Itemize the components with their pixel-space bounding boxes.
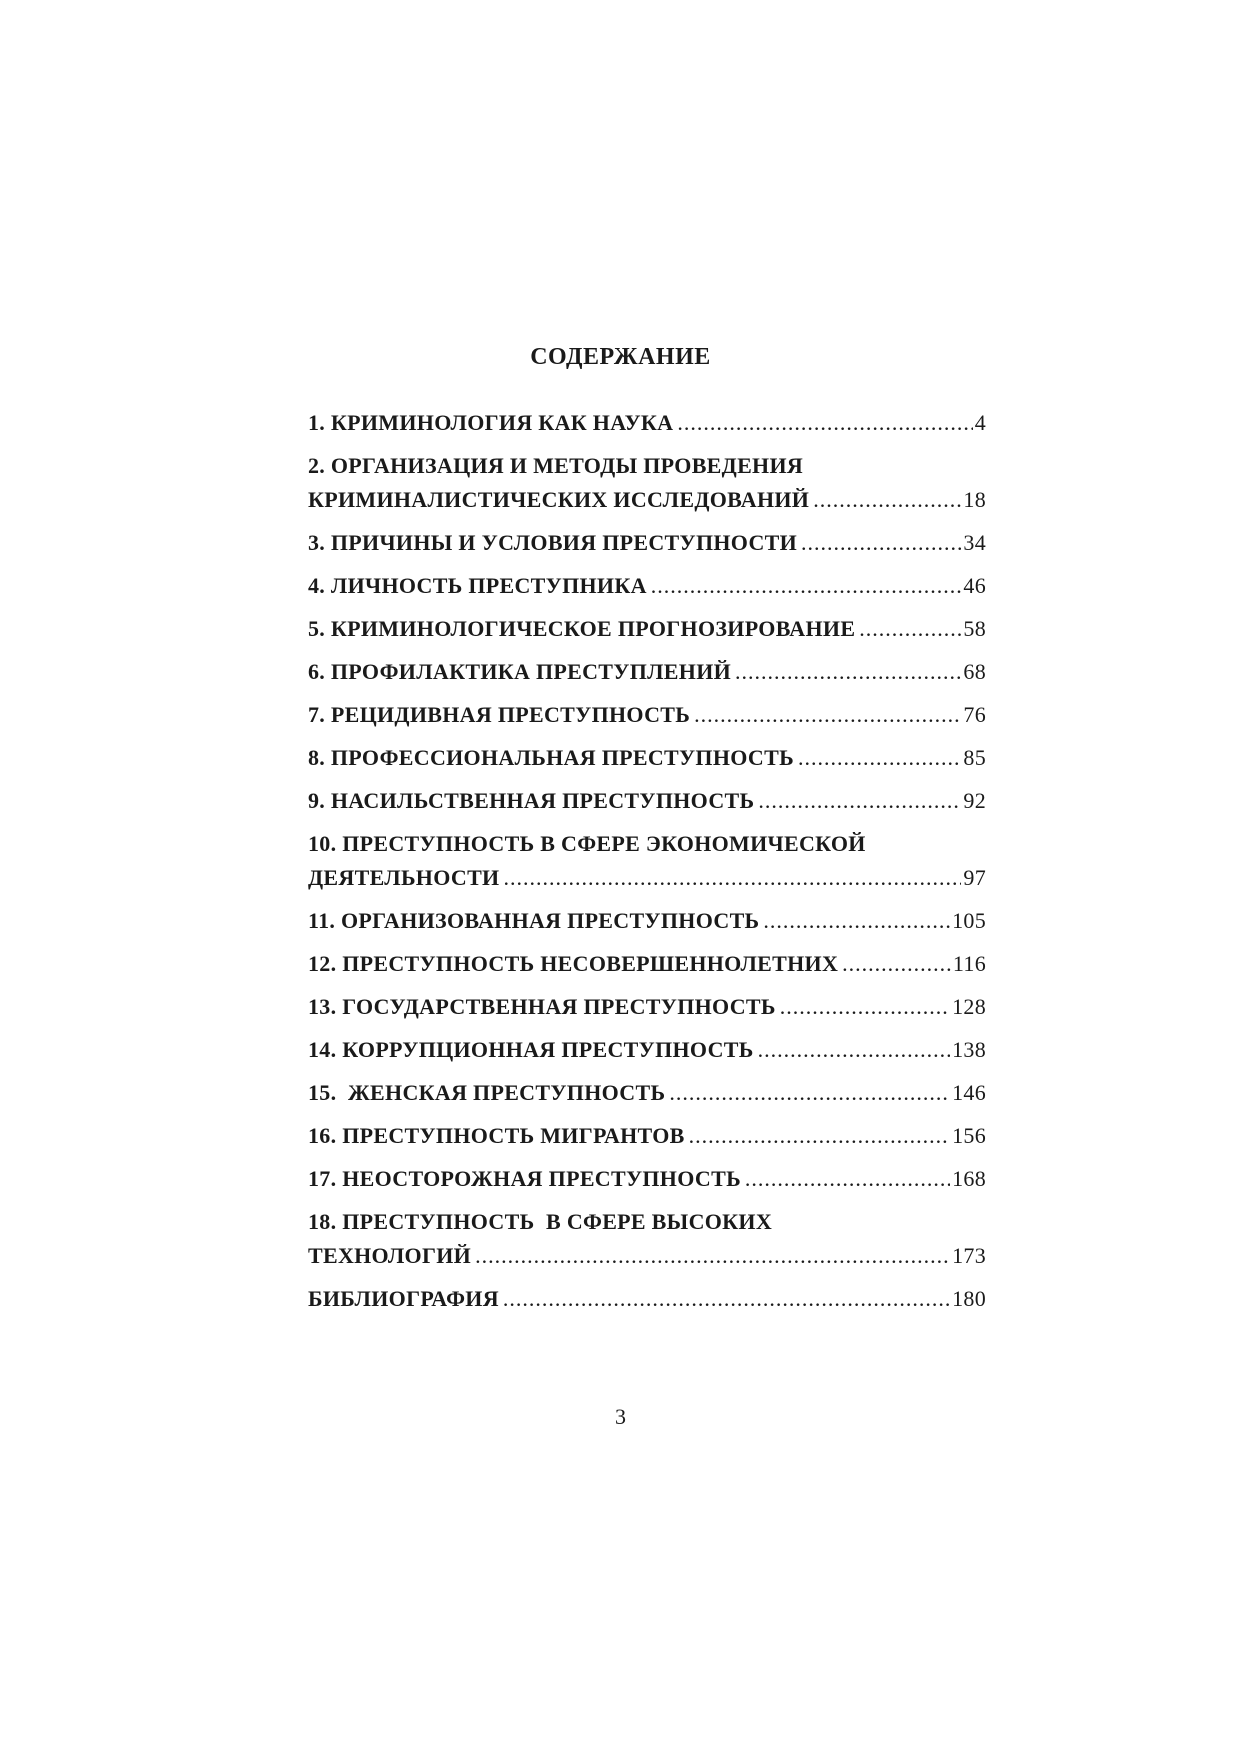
toc-entry-12[interactable] — [308, 947, 986, 981]
toc-entry-10[interactable] — [308, 827, 986, 895]
dot-leader — [677, 406, 972, 440]
toc-entry-page: 92 — [963, 788, 986, 813]
toc-entry-label: 6. ПРОФИЛАКТИКА ПРЕСТУПЛЕНИЙ — [308, 659, 732, 684]
dot-leader — [735, 655, 961, 689]
toc-entry-label: 1. КРИМИНОЛОГИЯ КАК НАУКА — [308, 410, 674, 435]
toc-entry-label-line1: 18. ПРЕСТУПНОСТЬ В СФЕРЕ ВЫСОКИХ — [308, 1209, 773, 1234]
toc-entry-15[interactable] — [308, 1076, 986, 1110]
toc-entry-label: ТЕХНОЛОГИЙ — [308, 1243, 472, 1268]
dot-leader — [763, 904, 950, 938]
dot-leader — [503, 1282, 950, 1316]
toc-entry-page: 116 — [952, 951, 986, 976]
toc-entry-14[interactable] — [308, 1033, 986, 1067]
toc-entry-label: 11. ОРГАНИЗОВАННАЯ ПРЕСТУПНОСТЬ — [308, 908, 760, 933]
dot-leader — [758, 1033, 951, 1067]
toc-entry-6[interactable] — [308, 655, 986, 689]
toc-entry-13[interactable] — [308, 990, 986, 1024]
table-of-contents — [308, 406, 986, 1325]
toc-entry-3[interactable] — [308, 526, 986, 560]
toc-entry-18[interactable] — [308, 1205, 986, 1273]
toc-entry-page: 168 — [952, 1166, 986, 1191]
dot-leader — [813, 483, 961, 517]
toc-entry-page: 156 — [952, 1123, 986, 1148]
dot-leader — [694, 698, 961, 732]
toc-entry-label: 8. ПРОФЕССИОНАЛЬНАЯ ПРЕСТУПНОСТЬ — [308, 745, 794, 770]
toc-entry-2[interactable] — [308, 449, 986, 517]
toc-entry-label: 12. ПРЕСТУПНОСТЬ НЕСОВЕРШЕННОЛЕТНИХ — [308, 951, 839, 976]
toc-entry-label: КРИМИНАЛИСТИЧЕСКИХ ИССЛЕДОВАНИЙ — [308, 487, 810, 512]
toc-entry-page: 105 — [952, 908, 986, 933]
toc-entry-page: 34 — [963, 530, 986, 555]
dot-leader — [651, 569, 962, 603]
toc-entry-4[interactable] — [308, 569, 986, 603]
toc-entry-label: БИБЛИОГРАФИЯ — [308, 1286, 499, 1311]
toc-entry-page: 4 — [974, 410, 986, 435]
toc-entry-page: 180 — [952, 1286, 986, 1311]
toc-entry-label: 4. ЛИЧНОСТЬ ПРЕСТУПНИКА — [308, 573, 647, 598]
toc-entry-page: 68 — [963, 659, 986, 684]
toc-entry-9[interactable] — [308, 784, 986, 818]
toc-entry-label: 15. ЖЕНСКАЯ ПРЕСТУПНОСТЬ — [308, 1080, 666, 1105]
toc-entry-label: 3. ПРИЧИНЫ И УСЛОВИЯ ПРЕСТУПНОСТИ — [308, 530, 798, 555]
toc-entry-7[interactable] — [308, 698, 986, 732]
toc-entry-label: 5. КРИМИНОЛОГИЧЕСКОЕ ПРОГНОЗИРОВАНИЕ — [308, 616, 856, 641]
dot-leader — [798, 741, 961, 775]
dot-leader — [475, 1239, 950, 1273]
toc-entry-16[interactable] — [308, 1119, 986, 1153]
toc-entry-page: 128 — [952, 994, 986, 1019]
dot-leader — [859, 612, 961, 646]
dot-leader — [780, 990, 950, 1024]
page-number: 3 — [615, 1404, 626, 1429]
toc-entry-page: 146 — [952, 1080, 986, 1105]
dot-leader — [669, 1076, 950, 1110]
toc-entry-page: 76 — [963, 702, 986, 727]
toc-entry-5[interactable] — [308, 612, 986, 646]
toc-entry-page: 46 — [963, 573, 986, 598]
toc-entry-label-line1: 10. ПРЕСТУПНОСТЬ В СФЕРЕ ЭКОНОМИЧЕСКОЙ — [308, 831, 866, 856]
dot-leader — [689, 1119, 950, 1153]
toc-entry-8[interactable] — [308, 741, 986, 775]
toc-entry-label-line1: 2. ОРГАНИЗАЦИЯ И МЕТОДЫ ПРОВЕДЕНИЯ — [308, 453, 804, 478]
toc-entry-1[interactable] — [308, 406, 986, 440]
toc-entry-label: 16. ПРЕСТУПНОСТЬ МИГРАНТОВ — [308, 1123, 685, 1148]
toc-entry-page: 58 — [963, 616, 986, 641]
toc-entry-17[interactable] — [308, 1162, 986, 1196]
toc-entry-label: 17. НЕОСТОРОЖНАЯ ПРЕСТУПНОСТЬ — [308, 1166, 741, 1191]
toc-entry-page: 85 — [963, 745, 986, 770]
toc-entry-label: 9. НАСИЛЬСТВЕННАЯ ПРЕСТУПНОСТЬ — [308, 788, 755, 813]
dot-leader — [758, 784, 961, 818]
toc-entry-page: 173 — [952, 1243, 986, 1268]
toc-entry-bibliography[interactable] — [308, 1282, 986, 1316]
dot-leader — [801, 526, 961, 560]
toc-entry-page: 97 — [963, 865, 986, 890]
dot-leader — [745, 1162, 950, 1196]
toc-entry-page: 18 — [963, 487, 986, 512]
toc-entry-label: 7. РЕЦИДИВНАЯ ПРЕСТУПНОСТЬ — [308, 702, 691, 727]
toc-entry-label: 13. ГОСУДАРСТВЕННАЯ ПРЕСТУПНОСТЬ — [308, 994, 776, 1019]
toc-entry-page: 138 — [952, 1037, 986, 1062]
toc-entry-label: 14. КОРРУПЦИОННАЯ ПРЕСТУПНОСТЬ — [308, 1037, 754, 1062]
dot-leader — [842, 947, 951, 981]
toc-entry-label: ДЕЯТЕЛЬНОСТИ — [308, 865, 500, 890]
page-title: СОДЕРЖАНИЕ — [530, 344, 711, 370]
toc-entry-11[interactable] — [308, 904, 986, 938]
dot-leader — [503, 861, 961, 895]
